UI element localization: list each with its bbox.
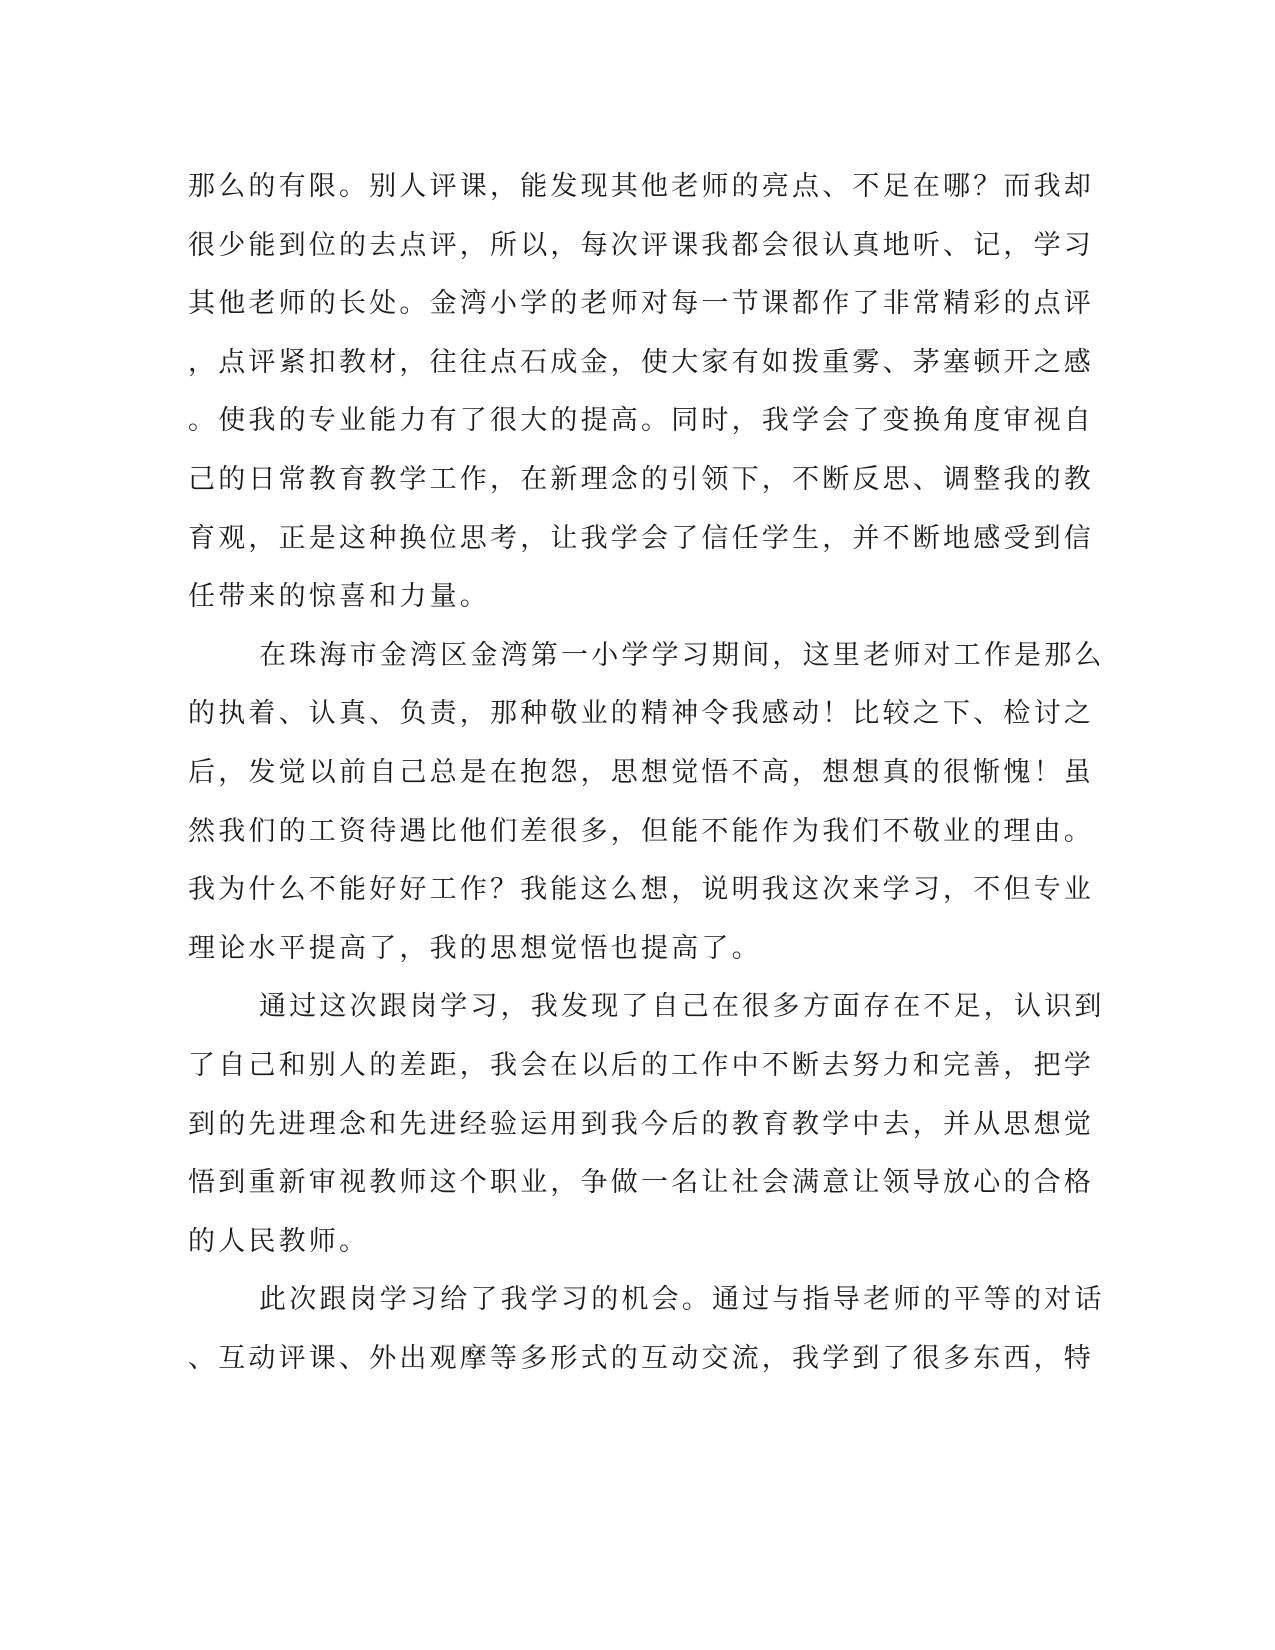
text-line: 在珠海市金湾区金湾第一小学学习期间，这里老师对工作是那么: [259, 639, 1105, 671]
text-line: 育观，正是这种换位思考，让我学会了信任学生，并不断地感受到信: [188, 522, 1094, 554]
text-line: 通过这次跟岗学习，我发现了自己在很多方面存在不足，认识到: [259, 991, 1105, 1023]
text-line: 任带来的惊喜和力量。: [188, 581, 490, 613]
text-line: ，点评紧扣教材，往往点石成金，使大家有如拨重雾、茅塞顿开之感: [188, 346, 1094, 378]
text-line: 我为什么不能好好工作？我能这么想，说明我这次来学习，不但专业: [188, 874, 1094, 906]
paragraph-1: [188, 158, 1094, 627]
text-line: 那么的有限。别人评课，能发现其他老师的亮点、不足在哪？而我却: [188, 171, 1094, 202]
paragraph-4: [188, 1271, 1105, 1388]
text-line: 很少能到位的去点评，所以，每次评课我都会很认真地听、记，学习: [188, 229, 1094, 261]
text-line: 。使我的专业能力有了很大的提高。同时，我学会了变换角度审视自: [188, 405, 1094, 437]
text-line: 的人民教师。: [188, 1225, 370, 1257]
text-line: 后，发觉以前自己总是在抱怨，思想觉悟不高，想想真的很惭愧！虽: [188, 756, 1094, 788]
text-line: 到的先进理念和先进经验运用到我今后的教育教学中去，并从思想觉: [188, 1108, 1094, 1140]
text-line: 悟到重新审视教师这个职业，争做一名让社会满意让领导放心的合格: [188, 1167, 1094, 1199]
document-body: [188, 158, 1105, 1388]
text-line: 然我们的工资待遇比他们差很多，但能不能作为我们不敬业的理由。: [188, 815, 1094, 847]
text-line: 此次跟岗学习给了我学习的机会。通过与指导老师的平等的对话: [259, 1284, 1105, 1316]
paragraph-3: [188, 978, 1105, 1271]
text-line: 己的日常教育教学工作，在新理念的引领下，不断反思、调整我的教: [188, 463, 1094, 495]
text-line: 的执着、认真、负责，那种敬业的精神令我感动！比较之下、检讨之: [188, 698, 1094, 730]
text-line: 、互动评课、外出观摩等多形式的互动交流，我学到了很多东西，特: [188, 1342, 1094, 1374]
text-line: 理论水平提高了，我的思想觉悟也提高了。: [188, 932, 762, 964]
text-line: 其他老师的长处。金湾小学的老师对每一节课都作了非常精彩的点评: [188, 288, 1094, 320]
paragraph-2: [188, 627, 1105, 979]
text-line: 了自己和别人的差距，我会在以后的工作中不断去努力和完善，把学: [188, 1049, 1094, 1081]
